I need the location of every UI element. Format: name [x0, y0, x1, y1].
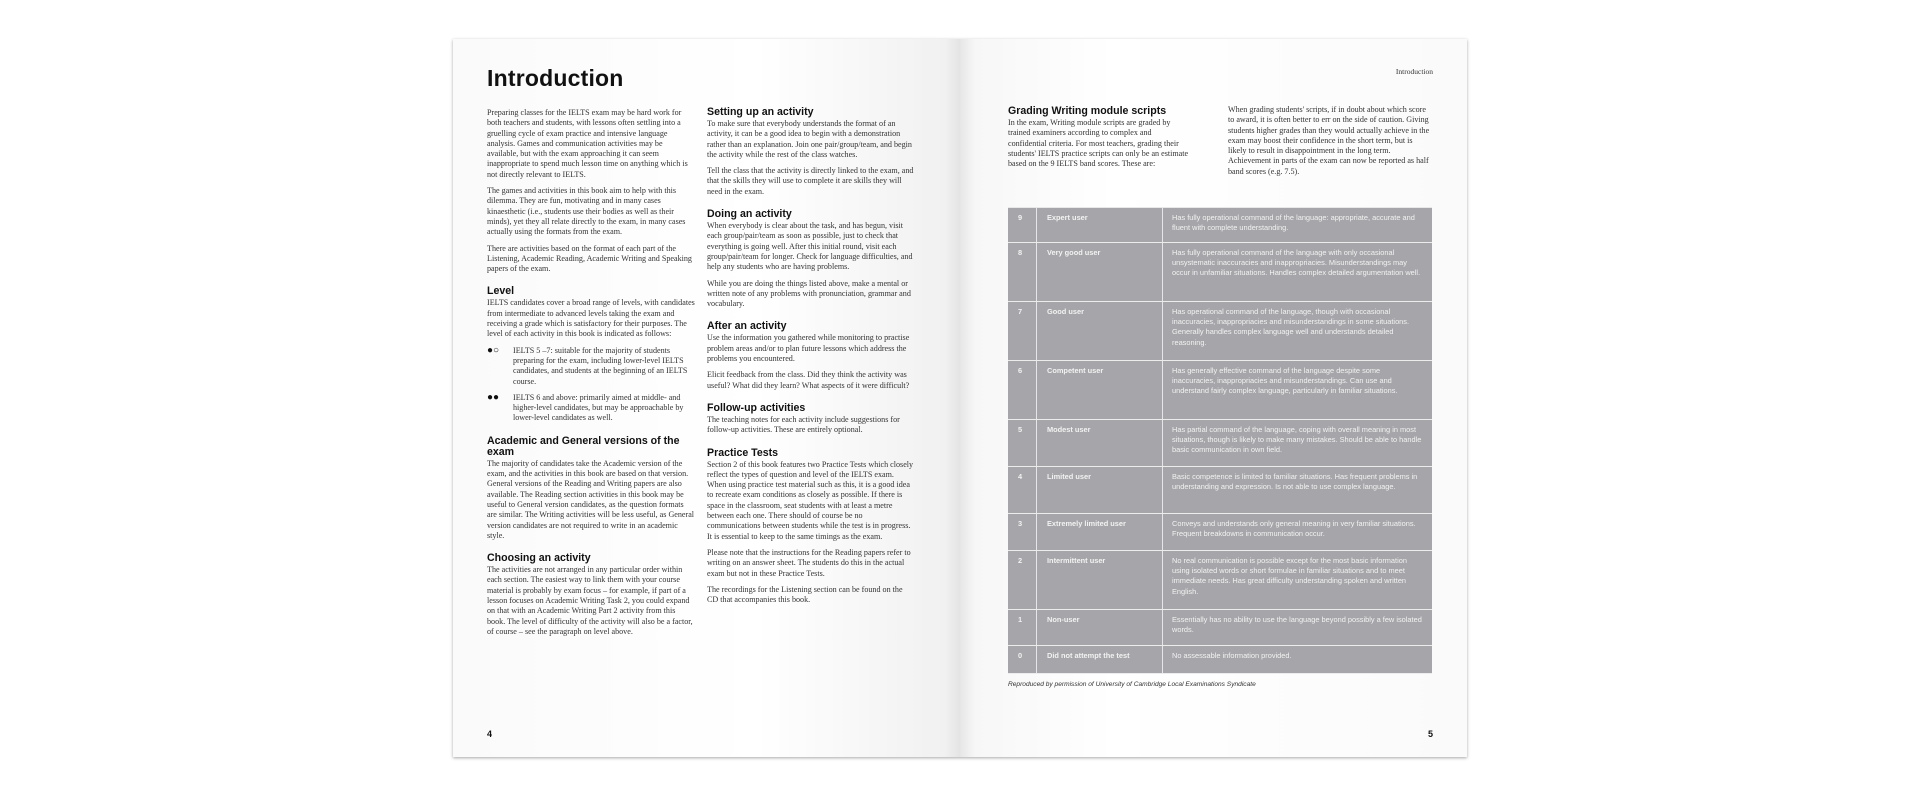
page-number: 5 — [1427, 729, 1433, 739]
page-title: Introduction — [487, 65, 624, 91]
paragraph: Tell the class that the activity is directly linked to the exam, and that the skills they will use to complete it are skills they will need in the exam. — [707, 166, 914, 196]
band-description: Basic competence is limited to familiar situations. Has frequent problems in understanding and expression. Is not able to use complex language. — [1172, 472, 1418, 492]
running-head: Introduction — [1395, 67, 1433, 76]
paragraph: Section 2 of this book features two Practice Tests which closely reflect the types of question and level of the IELTS exam. When using practice test material such as this, it is a good idea to recreate exam conditions as closely as possible. If there is space in the classroom, seat students with at least a metre between each one. There should of course be no communications between students while the test is in progress. It is essential to keep to the same timings as the exam. — [707, 459, 914, 541]
paragraph: Use the information you gathered while monitoring to practise problem areas and/or to plan future lessons which address the problems you encountered. — [707, 333, 910, 364]
table-row — [1008, 551, 1432, 610]
heading-followup: Follow-up activities — [707, 401, 806, 414]
heading-choosing: Choosing an activity — [487, 552, 591, 565]
table-row — [1008, 361, 1432, 420]
band-score: 5 — [1008, 420, 1037, 466]
band-score: 0 — [1008, 646, 1037, 673]
paragraph: Preparing classes for the IELTS exam may be hard work for both teachers and students, with lessons often settling into a gruelling cycle of exam practice and intensive language analysis. Games and communication activities may be available, but with the exam approaching it can seem inappropriate to spend much lesson time on anything which is not directly relevant to IELTS. — [487, 108, 688, 179]
paragraph: Please note that the instructions for the Reading papers refer to writing on an answer sheet. The students do this in the actual exam but not in these Practice Tests. — [707, 547, 911, 578]
band-name: Limited user — [1037, 467, 1163, 513]
band-score: 8 — [1008, 243, 1037, 301]
band-description: Has fully operational command of the language with only occasional unsystematic inaccuracies and inappropriacies. Misunderstandings may occur in unfamiliar situations. Handles complex detailed argumentation well. — [1172, 248, 1421, 278]
band-score: 7 — [1008, 302, 1037, 360]
band-score: 1 — [1008, 610, 1037, 645]
band-name: Competent user — [1037, 361, 1163, 419]
band-description: Has fully operational command of the language: appropriate, accurate and fluent with complete understanding. — [1172, 213, 1415, 233]
level-text: IELTS 5 –7: suitable for the majority of students preparing for the exam, including lower-level IELTS candidates, and students at the beginning of an IELTS course. — [513, 345, 688, 386]
paragraph: Elicit feedback from the class. Did they think the activity was useful? What did they learn? What aspects of it were difficult? — [707, 370, 910, 390]
level-dots-icon: ●○ — [487, 344, 500, 356]
band-description: Has operational command of the language, though with occasional inaccuracies, inappropriacies and misunderstandings in some situations. Generally handles complex language well and understands detailed reasoning. — [1172, 307, 1410, 347]
table-row — [1008, 467, 1432, 514]
band-score: 3 — [1008, 514, 1037, 550]
heading-after: After an activity — [707, 320, 787, 333]
band-name: Non-user — [1037, 610, 1163, 645]
band-score: 9 — [1008, 208, 1037, 242]
paragraph: The recordings for the Listening section can be found on the CD that accompanies this book. — [707, 584, 903, 605]
heading-practice: Practice Tests — [707, 446, 779, 459]
band-description: Conveys and understands only general meaning in very familiar situations. Frequent breakdowns in communication occur. — [1172, 519, 1416, 539]
band-name: Did not attempt the test — [1037, 646, 1163, 673]
band-score-table — [1008, 207, 1432, 674]
table-row — [1008, 646, 1432, 674]
table-row — [1008, 420, 1432, 467]
page-number: 4 — [487, 729, 493, 739]
heading-doing: Doing an activity — [707, 208, 792, 221]
band-description: Has partial command of the language, coping with overall meaning in most situations, though is likely to make many mistakes. Should be able to handle basic communication in own field. — [1172, 425, 1422, 455]
table-row — [1008, 610, 1432, 646]
paragraph: There are activities based on the format of each part of the Listening, Academic Reading, Academic Writing and Speaking papers of the exam. — [487, 243, 692, 274]
band-name: Very good user — [1037, 243, 1163, 301]
grading-column — [1008, 106, 1192, 175]
band-score: 6 — [1008, 361, 1037, 419]
left-page — [453, 39, 960, 757]
table-row — [1008, 208, 1432, 243]
heading-academic: Academic and General versions of the exam — [487, 434, 680, 458]
band-description: Has generally effective command of the language despite some inaccuracies, inappropriacies and misunderstandings. Can use and understand fairly complex language, particularly in familiar situations. — [1172, 366, 1398, 396]
right-column — [707, 107, 915, 611]
right-page — [960, 39, 1467, 757]
book-spread — [453, 39, 1467, 757]
band-name: Modest user — [1037, 420, 1163, 466]
paragraph: The majority of candidates take the Academic version of the exam, and the activities in this book are based on that version. General versions of the Reading and Writing papers are also available. The Reading section activities in this book may be useful to General version candidates, as the question formats are similar. The Writing activities will be less useful, as General version candidates are not required to write in an academic style. — [487, 458, 695, 540]
level-text: IELTS 6 and above: primarily aimed at middle- and higher-level candidates, but may be approachable by lower-level candidates as well. — [513, 392, 684, 423]
band-name: Expert user — [1037, 208, 1163, 242]
table-row — [1008, 514, 1432, 551]
paragraph: The activities are not arranged in any particular order within each section. The easiest way to link them with your course material is probably by exam focus – for example, if part of a lesson focuses on Academic Writing Task 2, you could expand on that with an Academic Writing Part 2 activity from this book. The level of difficulty of the activity will also be a factor, of course – see the paragraph on level above. — [487, 565, 693, 636]
table-row — [1008, 302, 1432, 361]
band-name: Good user — [1037, 302, 1163, 360]
band-score: 4 — [1008, 467, 1037, 513]
level-item — [487, 346, 695, 387]
band-description: No real communication is possible except for the most basic information using isolated words or short formulae in familiar situations and to meet immediate needs. Has great difficulty understanding spoken and written English. — [1172, 556, 1407, 596]
band-score: 2 — [1008, 551, 1037, 609]
paragraph: To make sure that everybody understands the format of an activity, it can be a good idea to begin with a demonstration rather than an explanation. Join one pair/group/team, and begin the activity while the rest of the class watches. — [707, 119, 912, 159]
caption: Reproduced by permission of University of Cambridge Local Examinations Syndicate — [1008, 681, 1256, 688]
grading-column-2 — [1228, 105, 1432, 183]
paragraph: The teaching notes for each activity include suggestions for follow-up activities. These are entirely optional. — [707, 414, 900, 435]
band-description: No assessable information provided. — [1172, 651, 1292, 660]
heading-level: Level — [487, 285, 515, 298]
level-item — [487, 393, 695, 424]
heading-grading: Grading Writing module scripts — [1008, 105, 1167, 117]
level-dots-icon: ●● — [487, 391, 500, 403]
paragraph: In the exam, Writing module scripts are graded by trained examiners according to complex and confidential criteria. For most teachers, grading their students' IELTS practice scripts can only be an estimate based on the 9 IELTS band scores. These are: — [1008, 118, 1189, 169]
paragraph: While you are doing the things listed above, make a mental or written note of any problems with pronunciation, grammar and vocabulary. — [707, 278, 911, 309]
paragraph: IELTS candidates cover a broad range of levels, with candidates from intermediate to advanced levels taking the exam and receiving a grade which is satisfactory for their purposes. The level of each activity in this book is indicated as follows: — [487, 298, 695, 339]
paragraph: The games and activities in this book aim to help with this dilemma. They are fun, motivating and in many cases kinaesthetic (i.e., students use their bodies as well as their minds), yet they all relate directly to the exam, in many cases actually using the formats from the exam. — [487, 186, 686, 237]
table-row — [1008, 243, 1432, 302]
heading-setting-up: Setting up an activity — [707, 106, 814, 118]
band-name: Intermittent user — [1037, 551, 1163, 609]
band-name: Extremely limited user — [1037, 514, 1163, 550]
paragraph: When everybody is clear about the task, and has begun, visit each group/pair/team as soon as possible, just to check that everything is going well. After this initial round, visit each group/pair/team for longer. Check for language difficulties, and help any students who are having problems. — [707, 221, 913, 272]
band-description: Essentially has no ability to use the language beyond possibly a few isolated words. — [1172, 615, 1422, 635]
left-column — [487, 108, 695, 643]
paragraph: When grading students' scripts, if in doubt about which score to award, it is often better to err on the side of caution. Giving students higher grades than they would actually achieve in the exam may boost their confidence in the short term, but is likely to result in disappointment in the long term. Achievement in parts of the exam can now be reported as half band scores (e.g. 7.5). — [1228, 105, 1430, 176]
